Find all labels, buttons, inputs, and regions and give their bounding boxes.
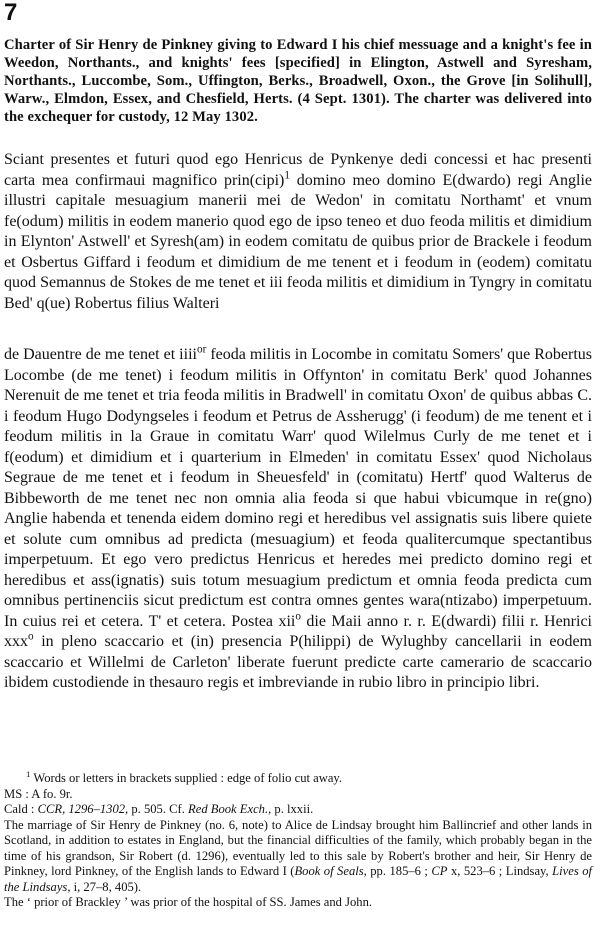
cald-ccr: CCR, 1296–1302,	[37, 802, 129, 816]
marriage-d: i, 27–8, 405).	[70, 879, 142, 894]
ordinal-o-1: o	[295, 610, 301, 623]
document-heading: Charter of Sir Henry de Pinkney giving to Edward I his chief messuage and a knight's fee in Weedon, Northants., and knights' fees [specified] in Elington, Astwell and Syresham, Northants., Luccombe, Som., Uffington, Berks., Broadwell, Oxon., the Grove [in Solihull], Warw., Elmdon, Essex, and Chesfield, Herts. (4 Sept. 1301). The charter was delivered into the exchequer for custody, 12 May 1302.	[4, 37, 592, 125]
marriage-a: The marriage of Sir Henry de Pinkney (no. 6, note) to Alice de Lindsay brought him Ballincrief and other lands in Scotland, in addition to estates in England, but the financial difficulties of the family, which probably began in the time of his grandson, Sir Robert (d. 1296), eventually led to this sale by Robert's brother and heir, Sir Henry de Pinkney, lord Pinkney, of the English lands to Edward I (	[4, 817, 592, 878]
marriage-book-of-seals: Book of Seals,	[294, 864, 367, 878]
charter-text-paragraph-1	[4, 150, 592, 314]
charter-text-2d: in pleno scaccario et (in) presencia P(hilippi) de Wylughby cancellarii in eodem scaccario et Willelmi de Carleton' liberate fuerunt predicte carte camerario de scaccario ibidem custodiende in thesauro regis et imbreviande in rubio libro in principio libri.	[4, 633, 592, 691]
marriage-cp: CP	[431, 864, 448, 878]
footnote-number: 1	[26, 768, 31, 779]
marriage-b: pp. 185–6 ;	[366, 864, 432, 878]
charter-text-2c: die Maii anno r. r. E(dwardi) filii r. Henrici xxx	[4, 612, 592, 650]
charter-text-1a: Sciant presentes et futuri quod ego Henricus de Pynkenye dedi concessi et hac presenti carta mea confirmaui magnifico prin(cipi)	[4, 151, 592, 189]
cald-prefix: Cald :	[4, 802, 38, 816]
marriage-lives: Lives of the Lindsays,	[4, 864, 593, 894]
notes-section	[4, 768, 593, 911]
marriage-note	[4, 818, 592, 896]
charter-text-1b: domino meo domino E(dwardo) regi Anglie illustri capitale mesuagium manerii mei de Wedon' in comitatu Northamt' et vnum fe(odum) militis in eodem manerio quod ego de ipso teneo et duo feoda militis et dimidium in Elynton' Astwell' et Syresh(am) in eodem comitatu de quibus prior de Brackele i feodum et Osbertus Giffard i feodum et dimidium de me tenent et i feodum in (eodem) comitatu quod Semannus de Stokes de me tenet et iii feoda militis et dimidium in Tyngry in comitatu Bed' q(ue) Robertus filius Walteri	[4, 171, 592, 312]
cald-red-book: Red Book Exch.,	[188, 802, 272, 816]
charter-text-2b: feoda militis in Locombe in comitatu Somers' que Robertus Locombe (de me tenet) i feodum militis in Offynton' in comitatu Berk' quod Johannes Nerenuit de me tenet et tria feoda militis in Bradwell' in comitatu Oxon' de quibus abbas C. i feodum Hugo Dodyngseles i feodum et Petrus de Assherugg' (i feodum) de me tenent et i feodum militis in la Graue in comitatu Warr' quod Wilelmus Curly de me tenet et i f(eodum) et dimidium et i quarterium in Elmeden' in comitatu Essex' quod Nicholaus Segraue de me tenet et i feodum in Sheuesfeld' in (comitatu) Hertf' quod Walterus de Bibbeworth de me tenet nec non omnia alia feoda si que habui vbicumque in re(gno) Anglie habenda et tenenda eidem domino regi et heredibus vel assignatis suis libere quiete et solute cum omnibus ad predicta (mesuagium) et feoda qualitercumque spectantibus imperpetuum. Et ego vero predictus Henricus et heredes mei predicto domino regi et heredibus et ass(ignatis) suis totum mesuagium predictum et omnia feoda predicta cum omnibus pertinenciis sicut predictum est contra omnes gentes wara(ntizabo) imperpetuum. In cuius rei et cetera. T' et cetera. Postea xii	[4, 346, 593, 630]
ms-reference: MS : A fo. 9r.	[4, 786, 73, 801]
calendar-reference	[4, 802, 592, 818]
charter-text-paragraph-2	[4, 345, 592, 694]
prior-note: The ‘ prior of Brackley ’ was prior of the hospital of SS. James and John.	[4, 895, 373, 909]
cald-end: p. lxxii.	[271, 802, 314, 816]
cald-mid: p. 505. Cf.	[128, 802, 189, 816]
ordinal-or: or	[196, 343, 207, 356]
marriage-c: x, 523–6 ; Lindsay,	[447, 864, 553, 878]
charter-text-2a: de Dauentre de me tenet et iiii	[4, 346, 197, 363]
footnote-text: Words or letters in brackets supplied : edge of folio cut away.	[30, 771, 343, 785]
footnote	[4, 768, 592, 787]
document-number: 7	[4, 0, 18, 26]
footnote-marker: 1	[284, 169, 290, 182]
ordinal-o-2: o	[28, 630, 34, 643]
